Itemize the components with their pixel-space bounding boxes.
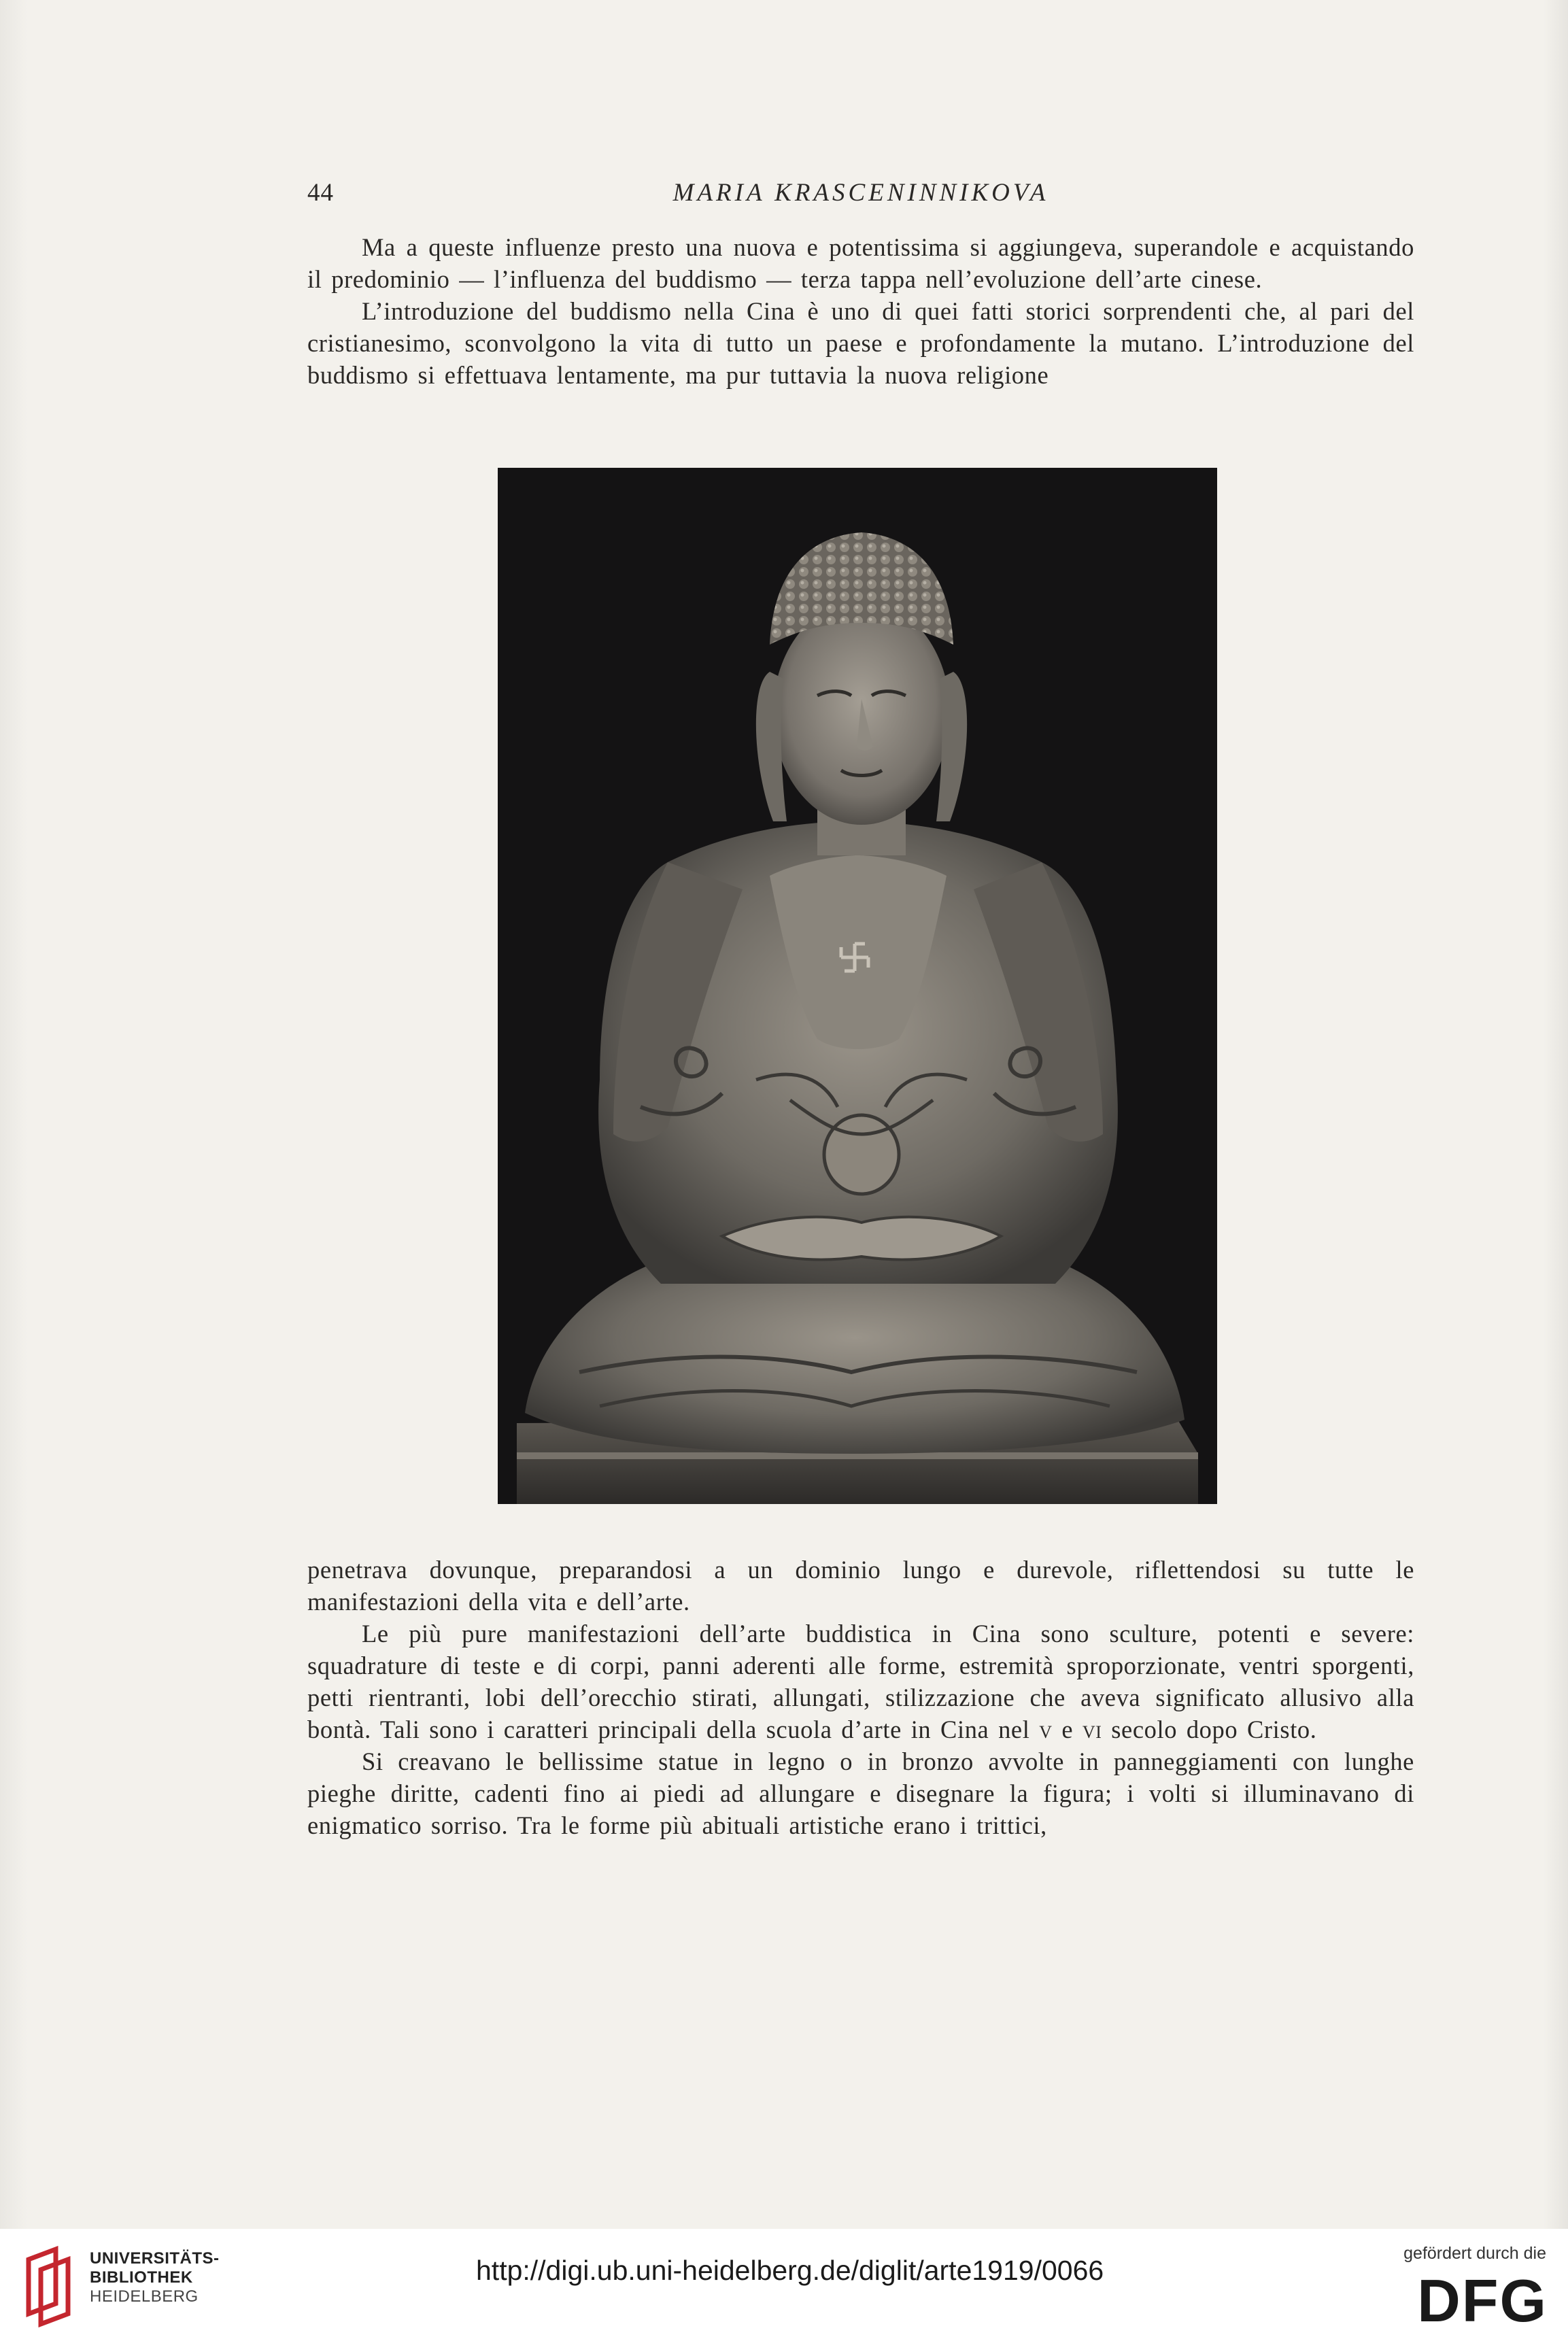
roman-numeral: vi [1082,1715,1102,1743]
university-library-logo-icon [15,2246,83,2327]
library-name [90,2249,220,2306]
paragraph: Si creavano le bellissime statue in legno o in bronzo avvolte in panneggiamenti con lunghe pieghe diritte, cadenti fino ai piedi ad allungare e disegnare la figura; i volti si illuminavano di enigmatico sorriso. Tra le forme più abituali artistiche erano i trittici, [307,1747,1414,1839]
source-url-link[interactable]: http://digi.ub.uni-heidelberg.de/diglit/arte1919/0066 [476,2255,1104,2286]
buddha-photograph [498,468,1217,1504]
running-title: MARIA KRASCENINNIKOVA [672,179,1049,207]
paragraph: L’introduzione del buddismo nella Cina è uno di quei fatti storici sorprendenti che, al pari del cristianesimo, sconvolgono la vita di tutto un paese e profondamente la mutano. L’introduzione del buddismo si effettuava lentamente, ma pur tuttavia la nuova religione [307,297,1414,389]
running-head [307,178,1414,212]
library-name-line: HEIDELBERG [90,2287,199,2306]
text-block-top [307,231,1414,391]
paragraph-text: Le più pure manifestazioni dell’arte buddistica in Cina sono sculture, potenti e severe: squadrature di teste e di corpi, panni aderenti alle forme, estremità sproporzionate, ventri sporgenti, petti rientranti, lobi dell’orecchio stirati, allungati, stilizzazione che aveva significato allusivo alla bontà. Tali sono i caratteri principali della scuola d’arte in Cina nel [307,1620,1414,1743]
paragraph: Ma a queste influenze presto una nuova e potentissima si aggiungeva, superandole e acquistando il predominio — l’influenza del buddismo — terza tappa nell’evoluzione dell’arte cinese. [307,233,1414,293]
seated-buddha-image [498,468,1217,1504]
page-number: 44 [307,179,334,207]
paragraph-text: secolo dopo Cristo. [1111,1715,1317,1743]
paragraph: penetrava dovunque, preparandosi a un dominio lungo e durevole, riflettendosi su tutte le manifestazioni della vita e dell’arte. [307,1556,1414,1616]
roman-numeral: v [1039,1715,1053,1743]
dfg-logo: DFG [1417,2267,1548,2334]
conjunction: e [1061,1715,1074,1743]
digitization-footer [0,2229,1568,2339]
funded-by-label: gefördert durch die [1403,2244,1546,2263]
paragraph [307,1618,1414,1745]
library-name-line: UNIVERSITÄTS- [90,2249,220,2268]
text-block-bottom [307,1554,1414,1841]
library-name-line: BIBLIOTHEK [90,2268,193,2287]
